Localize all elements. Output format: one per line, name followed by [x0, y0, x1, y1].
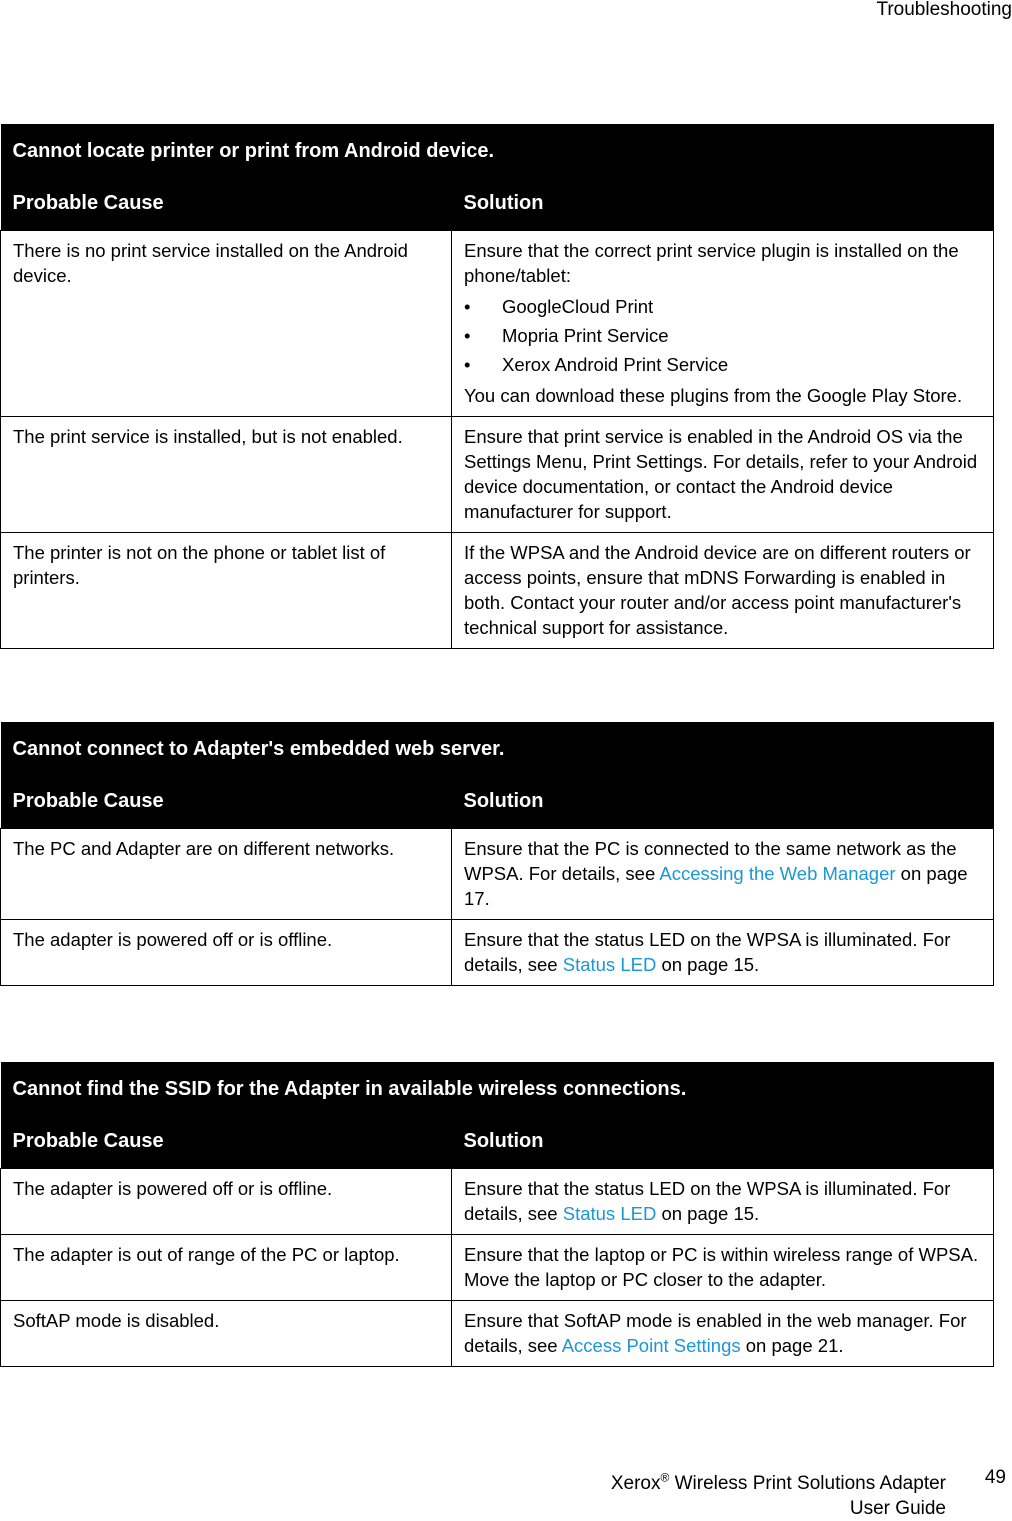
cause-cell: The PC and Adapter are on different networks. [1, 829, 452, 920]
footer-product: Wireless Print Solutions Adapter [669, 1473, 946, 1494]
troubleshooting-table-android [0, 124, 994, 649]
cause-cell: The print service is installed, but is not enabled. [1, 417, 452, 533]
accessing-web-manager-link[interactable]: Accessing the Web Manager [659, 863, 896, 884]
bullet-icon: • [464, 354, 471, 375]
table-row [1, 417, 994, 533]
status-led-link[interactable]: Status LED [562, 1203, 657, 1224]
column-header-cause: Probable Cause [1, 1114, 452, 1169]
table-title: Cannot find the SSID for the Adapter in available wireless connections. [1, 1062, 994, 1114]
status-led-link[interactable]: Status LED [562, 954, 657, 975]
footer-doc-type: User Guide [849, 1498, 946, 1519]
cause-cell: The adapter is powered off or is offline. [1, 920, 452, 986]
running-header: Troubleshooting [876, 0, 1012, 20]
access-point-settings-link[interactable]: Access Point Settings [561, 1335, 741, 1356]
list-item-label: Mopria Print Service [502, 325, 669, 346]
registered-mark: ® [660, 1470, 670, 1485]
solution-text: Ensure that the status LED on the WPSA is illuminated. For details, see [464, 1178, 951, 1224]
cause-cell: SoftAP mode is disabled. [1, 1301, 452, 1367]
solution-text: Ensure that the status LED on the WPSA is illuminated. For details, see [464, 929, 951, 975]
table-row [1, 920, 994, 986]
solution-cell [452, 920, 994, 986]
list-item [464, 292, 981, 321]
solution-text-end: on page 15. [656, 954, 760, 975]
column-header-cause: Probable Cause [1, 176, 452, 231]
page-number: 49 [984, 1467, 1006, 1488]
bullet-icon: • [464, 296, 471, 317]
solution-text-end: on page 17. [464, 863, 968, 909]
solution-outro: You can download these plugins from the Google Play Store. [464, 385, 963, 406]
column-header-solution: Solution [452, 176, 994, 231]
table-title: Cannot locate printer or print from Android device. [1, 124, 994, 176]
list-item [464, 350, 981, 379]
solution-cell [452, 1169, 994, 1235]
cause-cell: The printer is not on the phone or tablet list of printers. [1, 533, 452, 649]
column-header-cause: Probable Cause [1, 774, 452, 829]
column-header-solution: Solution [452, 1114, 994, 1169]
table-row [1, 1169, 994, 1235]
cause-cell: The adapter is out of range of the PC or laptop. [1, 1235, 452, 1301]
troubleshooting-table-ssid [0, 1062, 994, 1367]
solution-text: Ensure that SoftAP mode is enabled in the web manager. For details, see [464, 1310, 967, 1356]
table-row [1, 1235, 994, 1301]
solution-text-end: on page 21. [740, 1335, 844, 1356]
troubleshooting-table-web-server [0, 722, 994, 986]
solution-text: Ensure that the PC is connected to the same network as the WPSA. For details, see [464, 838, 957, 884]
solution-cell: Ensure that the laptop or PC is within wireless range of WPSA. Move the laptop or PC closer to the adapter. [452, 1235, 994, 1301]
plugin-list [464, 292, 981, 379]
table-row [1, 231, 994, 417]
solution-cell: If the WPSA and the Android device are on different routers or access points, ensure that mDNS Forwarding is enabled in both. Contact your router and/or access point manufacturer's technical support for assistance. [452, 533, 994, 649]
list-item-label: GoogleCloud Print [502, 296, 654, 317]
table-title: Cannot connect to Adapter's embedded web server. [1, 722, 994, 774]
table-row [1, 829, 994, 920]
table-row [1, 533, 994, 649]
list-item-label: Xerox Android Print Service [502, 354, 729, 375]
solution-cell [452, 1301, 994, 1367]
bullet-icon: • [464, 325, 471, 346]
list-item [464, 321, 981, 350]
solution-cell [452, 231, 994, 417]
footer-brand: Xerox [610, 1473, 661, 1494]
cause-cell: The adapter is powered off or is offline. [1, 1169, 452, 1235]
solution-cell [452, 829, 994, 920]
table-row [1, 1301, 994, 1367]
cause-cell: There is no print service installed on the Android device. [1, 231, 452, 417]
footer [611, 1471, 946, 1521]
footer-product-line [611, 1471, 946, 1496]
solution-intro: Ensure that the correct print service plugin is installed on the phone/tablet: [464, 240, 959, 286]
column-header-solution: Solution [452, 774, 994, 829]
solution-cell: Ensure that print service is enabled in the Android OS via the Settings Menu, Print Settings. For details, refer to your Android device documentation, or contact the Android device manufacturer for support. [452, 417, 994, 533]
solution-text-end: on page 15. [656, 1203, 760, 1224]
